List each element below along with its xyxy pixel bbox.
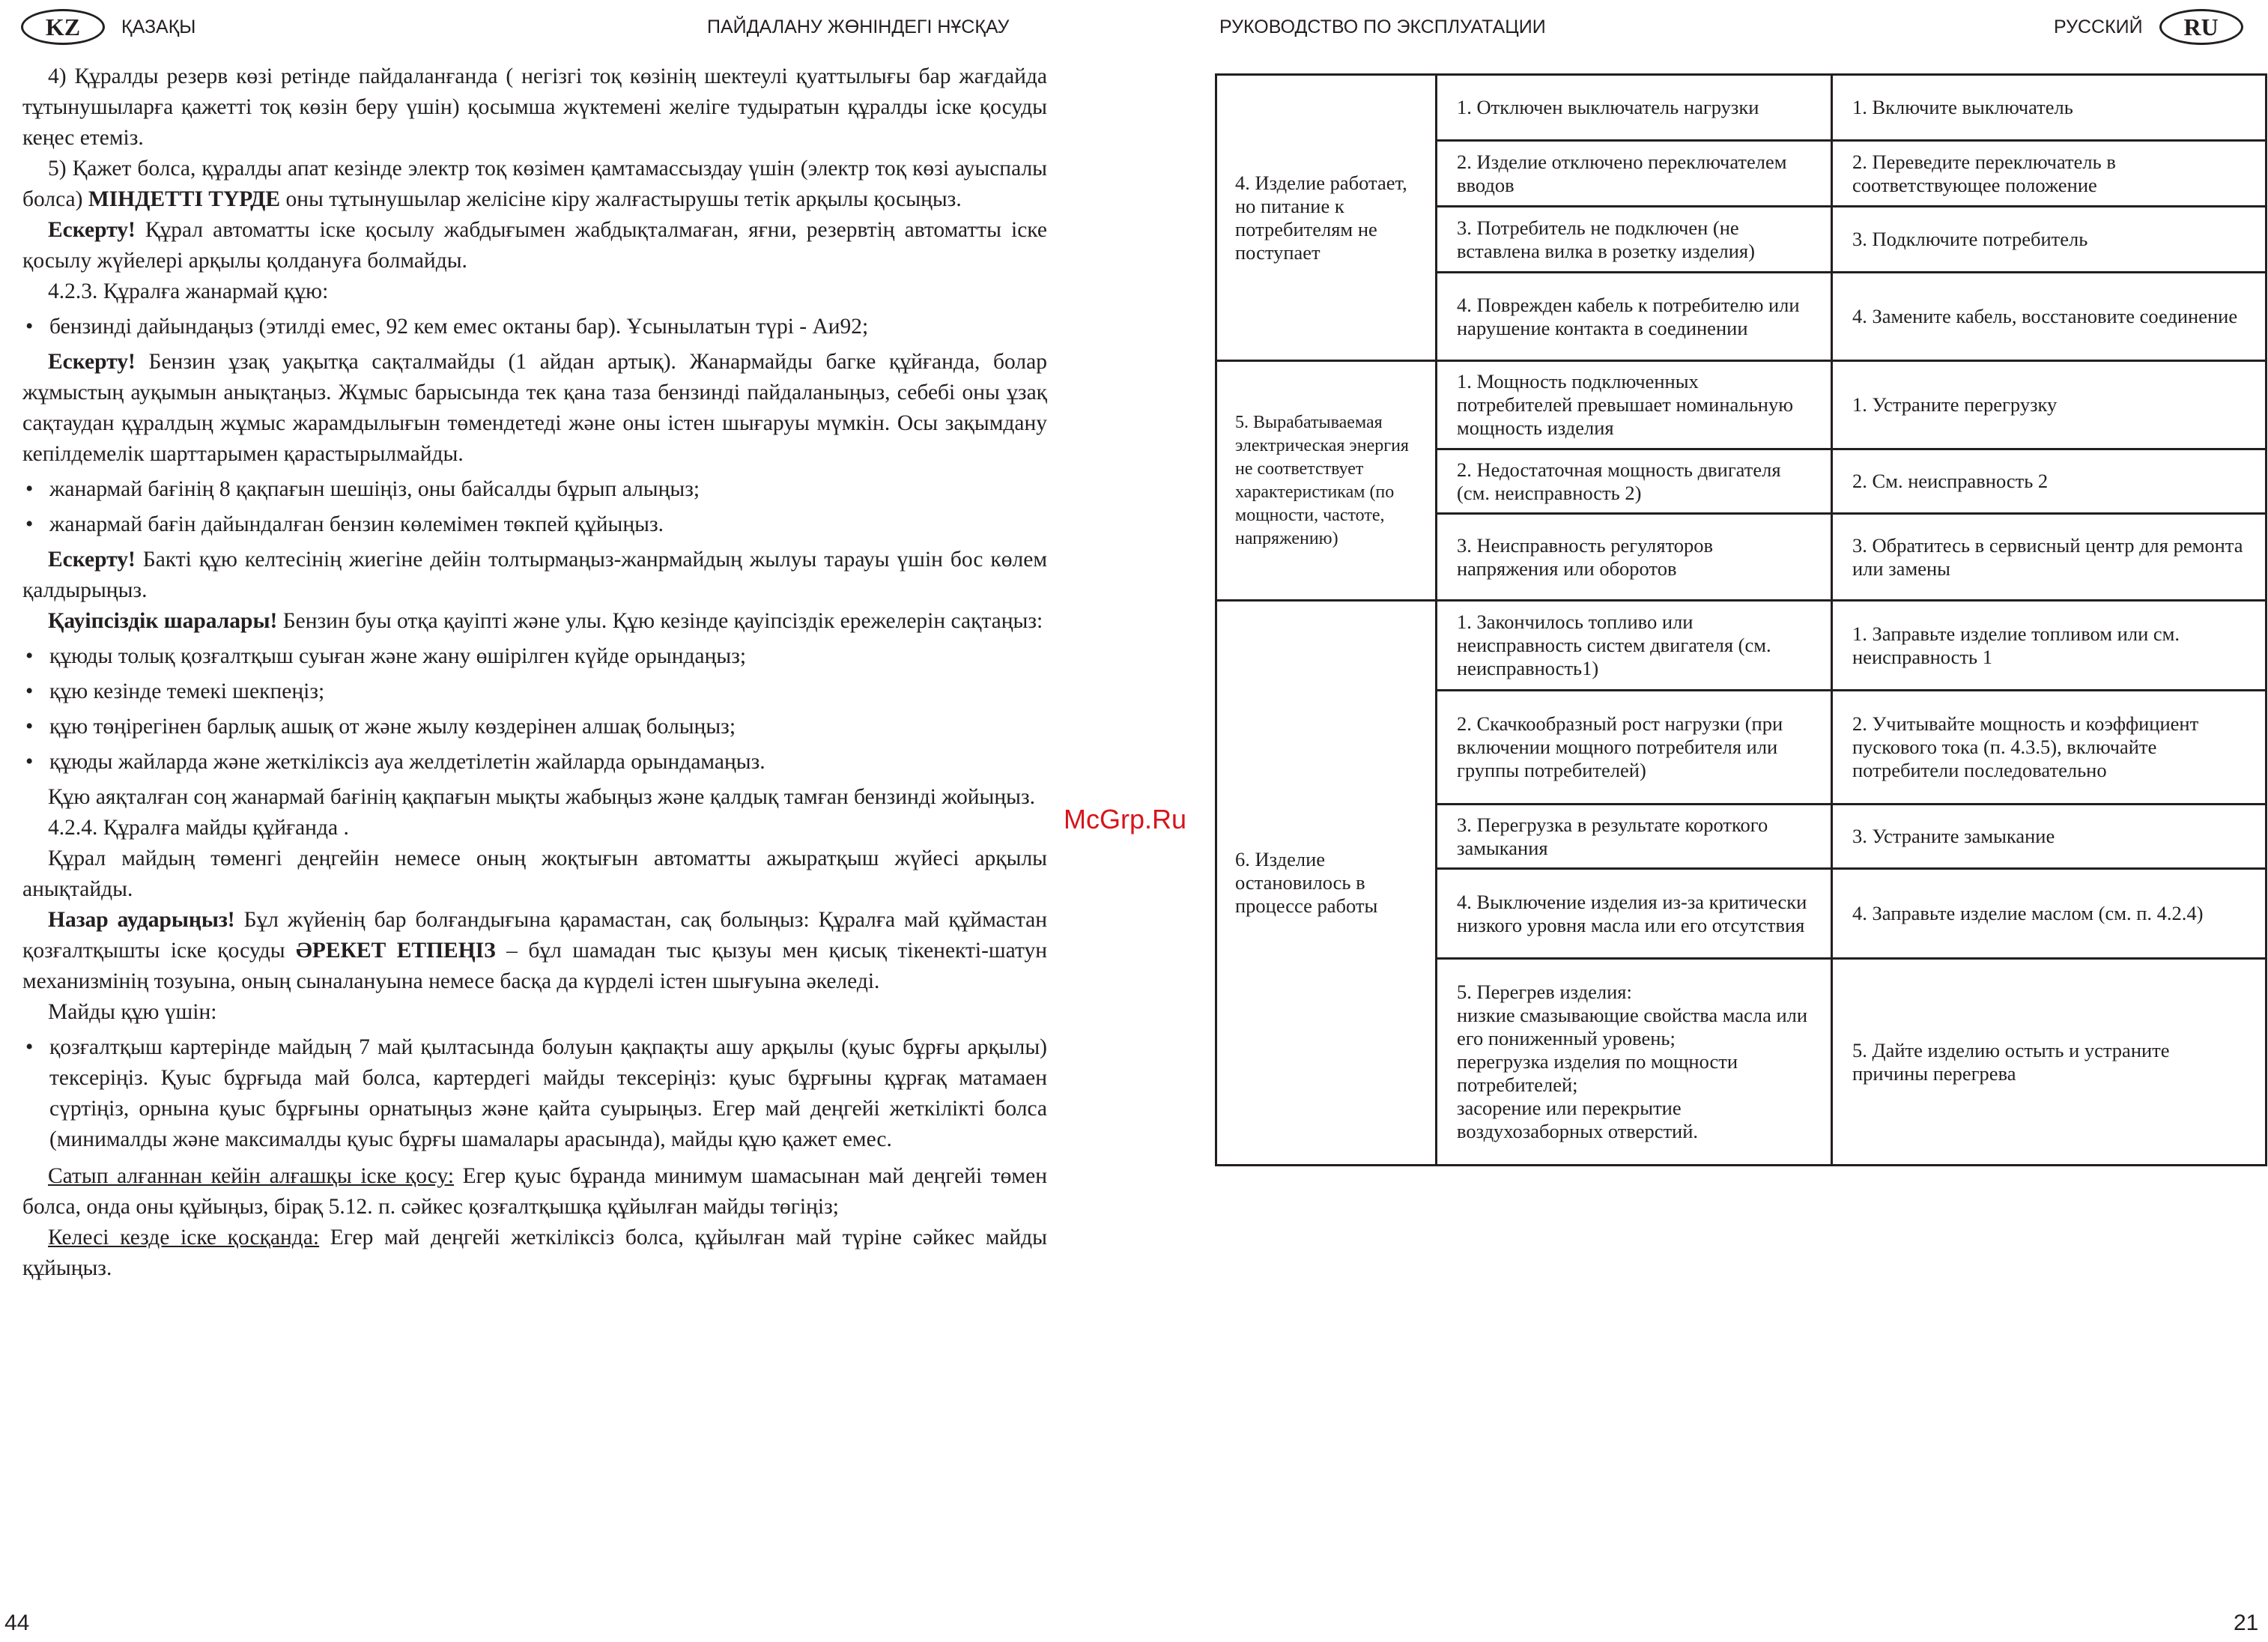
cause-cell: 3. Перегрузка в результате короткого замыкания: [1437, 805, 1832, 869]
ru-badge: RU: [2159, 9, 2243, 45]
note-text: Бензин буы отқа қауіпті және улы. Құю кезінде қауіпсіздік ережелерін сақтаңыз:: [277, 609, 1043, 633]
note-label: Ескерту!: [48, 350, 136, 374]
note: [22, 545, 1047, 606]
note-label: Ескерту!: [48, 548, 136, 572]
cause-cell: 4. Выключение изделия из-за критически низкого уровня масла или его отсутствия: [1437, 869, 1832, 959]
table-row: [1216, 361, 2267, 449]
kz-language-label: ҚАЗАҚЫ: [121, 16, 196, 37]
cause-cell: 3. Потребитель не подключен (не вставлена вилка в розетку изделия): [1437, 207, 1832, 273]
note-text: Құрал автоматты іске қосылу жабдығымен жабдықталмаған, яғни, резервтің автоматты іске қосылу жүйелері арқылы қолдануға болмайды.: [22, 218, 1047, 273]
cause-cell: 2. Скачкообразный рост нагрузки (при включении мощного потребителя или группы потребителей): [1437, 691, 1832, 805]
list-item: • жанармай бағінің 8 қақпағын шешіңіз, оны байсалды бұрып алыңыз;: [22, 474, 1047, 505]
kz-badge: KZ: [21, 9, 105, 45]
cause-cell: 1. Закончилось топливо или неисправность систем двигателя (см. неисправность1): [1437, 601, 1832, 691]
list-item: • құюды жайларда және жеткіліксіз ауа желдетілетін жайларда орындамаңыз.: [22, 747, 1047, 778]
paragraph: 4) Құралды резерв көзі ретінде пайдаланғанда ( негізгі тоқ көзінің шектеулі қуаттылығы бар жағдайда тұтынушыларға қажетті тоқ көзін беру үшін) қосымша жүктемені желіге тудыратын құралды іске қосуды кеңес етеміз.: [22, 64, 1047, 150]
fix-cell: 1. Заправьте изделие топливом или см. неисправность 1: [1832, 601, 2267, 691]
cause-cell: 1. Отключен выключатель нагрузки: [1437, 75, 1832, 141]
fix-cell: 2. Переведите переключатель в соответствующее положение: [1832, 141, 2267, 207]
underlined-label: Келесі кезде іске қосқанда:: [48, 1226, 320, 1249]
section-heading: 4.2.4. Құралға майды құйғанда .: [48, 816, 349, 840]
problem-cell: 6. Изделие остановилось в процессе работы: [1216, 601, 1437, 1166]
list-item: • құю төңірегінен барлық ашық от және жылу көздерінен алшақ болыңыз;: [22, 712, 1047, 742]
cause-cell: 1. Мощность подключенных потребителей превышает номинальную мощность изделия: [1437, 361, 1832, 449]
underlined-label: Сатып алғаннан кейін алғашқы іске қосу:: [48, 1164, 455, 1188]
text-run: Егер май деңгейі жеткіліксіз болса, құйылған май түріне сәйкес майды құйыңыз.: [22, 1226, 1048, 1280]
kazakh-text-column: [22, 61, 1047, 1284]
fix-cell: 5. Дайте изделию остыть и устраните причины перегрева: [1832, 959, 2267, 1166]
kz-doc-title: ПАЙДАЛАНУ ЖӨНІНДЕГІ НҰСҚАУ: [707, 16, 1010, 37]
cause-cell: 2. Изделие отключено переключателем вводов: [1437, 141, 1832, 207]
list-item: • қозғалтқыш картерінде майдың 7 май қылтасында болуын қақпақты ашу арқылы (қуыс бұрғы арқылы) тексеріңіз. Қуыс бұрғыда май болса, картердегі майды тексеріңіз: қуыс бұрғыны құрғақ матамаен сүртіңіз, орнына қуыс бұрғыны орнатыңыз және қайта суырыңыз. Егер май деңгейі жеткілікті болса (минималды және максималды қуыс бұрғы шамалары арасында), майды құю қажет емес.: [22, 1032, 1047, 1155]
fix-cell: 1. Устраните перегрузку: [1832, 361, 2267, 449]
emphasis: ӘРЕКЕТ ЕТПЕҢІЗ: [296, 939, 496, 963]
cause-cell: 4. Поврежден кабель к потребителю или нарушение контакта в соединении: [1437, 273, 1832, 361]
text-run: оны тұтынушылар желісіне кіру жалғастырушы тетік арқылы қосыңыз.: [280, 187, 962, 211]
cause-cell: 5. Перегрев изделия: низкие смазывающие свойства масла или его пониженный уровень; перегрузка изделия по мощности потребителей; засорение или перекрытие воздухозаборных отверстий.: [1437, 959, 1832, 1166]
note-text: Бакті құю келтесінің жиегіне дейін толтырмаңыз-жанрмайдың жылуы тарауы үшін бос көлем қалдырыңыз.: [22, 548, 1047, 602]
list-item: • құю кезінде темекі шекпеңіз;: [22, 676, 1047, 707]
paragraph: [22, 1161, 1047, 1223]
ru-doc-title: РУКОВОДСТВО ПО ЭКСПЛУАТАЦИИ: [1219, 16, 1546, 37]
page-number-left: 44: [4, 1611, 30, 1635]
page-number-right: 21: [2234, 1611, 2259, 1635]
problem-cell: 5. Вырабатываемая электрическая энергия не соответствует характеристикам (по мощности, частоте, напряжению): [1216, 361, 1437, 601]
list-item: • бензинді дайындаңыз (этилді емес, 92 кем емес октаны бар). Ұсынылатын түрі - Аи92;: [22, 312, 1047, 342]
note: [22, 347, 1047, 470]
note: [22, 215, 1047, 276]
fix-cell: 2. Учитывайте мощность и коэффициент пускового тока (п. 4.3.5), включайте потребители последовательно: [1832, 691, 2267, 805]
safety-note: [22, 606, 1047, 637]
section-heading: 4.2.3. Құралға жанармай құю:: [48, 279, 329, 303]
emphasis: МІНДЕТТІ ТҮРДЕ: [88, 187, 281, 211]
fix-cell: 4. Заправьте изделие маслом (см. п. 4.2.4): [1832, 869, 2267, 959]
note-text: Бензин ұзақ уақытқа сақталмайды (1 айдан артық). Жанармайды багке құйғанда, болар жұмыстың ауқымын анықтаңыз. Жұмыс барысында тек қана таза бензинді пайдаланыңыз, себебі оны ұзақ сақтаудан құралдың жұмыс жарамдылығын төмендетеді және оны істен шығаруы мүмкін. Осы зақымдану кепілдемелік шарттарымен қарастырылмайды.: [22, 350, 1047, 466]
text-run: 5) Қажет болса, құралды апат кезінде электр тоқ көзімен қамтамассыздау үшін (электр тоқ көзі ауыспалы болса): [22, 157, 1047, 211]
kz-header: [21, 10, 195, 43]
note-text: – бұл шамадан тыс қызуы мен қисық тікенекті-шатун механизмінің тозуына, оның сыналануына немесе басқа да күрделі істен шығуына әкеледі.: [22, 939, 1047, 993]
table-row: [1216, 75, 2267, 141]
cause-cell: 2. Недостаточная мощность двигателя (см. неисправность 2): [1437, 449, 1832, 514]
paragraph: [22, 154, 1047, 215]
text-run: Егер қуыс бұранда минимум шамасынан май деңгейі төмен болса, онда оны құйыңыз, бірақ 5.12. п. сәйкес қозғалтқышқа құйылған майды төгіңіз;: [22, 1164, 1047, 1219]
note-label: Назар аударыңыз!: [48, 908, 235, 932]
cause-cell: 3. Неисправность регуляторов напряжения или оборотов: [1437, 514, 1832, 601]
attention-note: [22, 905, 1047, 997]
list-item: • жанармай бағін дайындалған бензин көлемімен төкпей құйыңыз.: [22, 509, 1047, 540]
watermark: McGrp.Ru: [1064, 804, 1187, 834]
fix-cell: 4. Замените кабель, восстановите соединение: [1832, 273, 2267, 361]
paragraph: Құю аяқталған соң жанармай бағінің қақпағын мықты жабыңыз және қалдық тамған бензинді жойыңыз.: [48, 785, 1036, 809]
table-row: [1216, 601, 2267, 691]
note-label: Қауіпсіздік шаралары!: [48, 609, 278, 633]
paragraph: Майды құю үшін:: [48, 1000, 217, 1024]
troubleshooting-table: [1215, 73, 2267, 1166]
fix-cell: 3. Подключите потребитель: [1832, 207, 2267, 273]
fix-cell: 2. См. неисправность 2: [1832, 449, 2267, 514]
paragraph: Құрал майдың төменгі деңгейін немесе оның жоқтығын автоматты ажыратқыш жүйесі арқылы анықтайды.: [22, 846, 1047, 901]
problem-cell: 4. Изделие работает, но питание к потребителям не поступает: [1216, 75, 1437, 361]
fix-cell: 3. Устраните замыкание: [1832, 805, 2267, 869]
fix-cell: 3. Обратитесь в сервисный центр для ремонта или замены: [1832, 514, 2267, 601]
note-label: Ескерту!: [48, 218, 136, 242]
ru-header: [2054, 10, 2243, 43]
ru-language-label: РУССКИЙ: [2054, 16, 2143, 37]
list-item: • құюды толық қозғалтқыш суыған және жану өшірілген күйде орындаңыз;: [22, 641, 1047, 672]
paragraph: [22, 1223, 1047, 1284]
note-text: Бұл жүйенің бар болғандығына қарамастан, сақ болыңыз: Құралға май құймастан қозғалтқышты іске қосуды: [22, 908, 1047, 963]
fix-cell: 1. Включите выключатель: [1832, 75, 2267, 141]
